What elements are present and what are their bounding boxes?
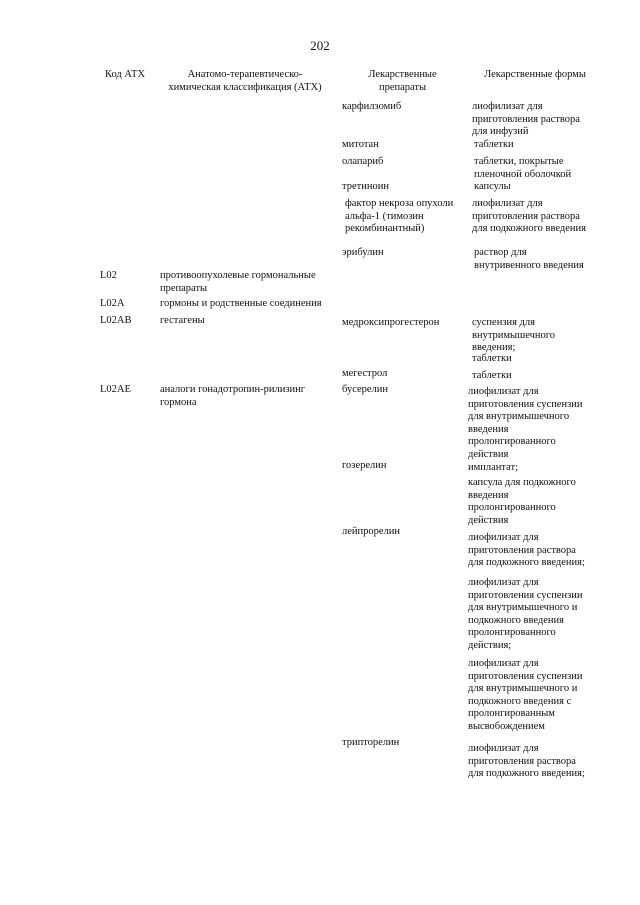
drug-name: олапариб	[342, 156, 384, 167]
dosage-form: таблетки	[472, 353, 512, 364]
dosage-form: лиофилизат для приготовления раствора для подкожного введения	[472, 198, 586, 234]
drug-name: митотан	[342, 139, 379, 150]
atc-code: L02AB	[100, 315, 132, 326]
page-number: 202	[310, 38, 330, 53]
atc-classification: гормоны и родственные соединения	[160, 298, 322, 309]
atc-code: L02	[100, 270, 117, 281]
drug-name: эрибулин	[342, 247, 384, 258]
dosage-form: капсулы	[474, 181, 511, 192]
dosage-form: лиофилизат для приготовления суспензии для внутримышечного и подкожного введения с пролонгированным высвобождением	[468, 658, 583, 732]
drug-name: бусерелин	[342, 384, 389, 395]
dosage-form: имплантат;	[468, 462, 519, 473]
atc-classification: аналоги гонадотропин-рилизинг гормона	[160, 384, 306, 408]
drug-name: карфилзомиб	[342, 101, 402, 112]
dosage-form: лиофилизат для приготовления суспензии для внутримышечного и подкожного введения пролонгированного действия;	[468, 577, 583, 651]
drug-name: фактор некроза опухоли альфа-1 (тимозин рекомбинантный)	[345, 198, 454, 234]
atc-code: L02AE	[100, 384, 131, 395]
atc-classification: противоопухолевые гормональные препараты	[160, 270, 316, 294]
dosage-form: лиофилизат для приготовления раствора для подкожного введения;	[468, 532, 585, 568]
drug-name: медроксипрогестерон	[342, 317, 440, 328]
header-code: Код АТХ	[104, 69, 146, 80]
dosage-form: таблетки	[474, 139, 514, 150]
dosage-form: таблетки	[472, 370, 512, 381]
dosage-form: лиофилизат для приготовления раствора для подкожного введения;	[468, 743, 585, 779]
dosage-form: лиофилизат для приготовления раствора для инфузий	[472, 101, 580, 137]
atc-code: L02A	[100, 298, 125, 309]
dosage-form: раствор для внутривенного введения	[474, 247, 584, 271]
drug-name: лейпрорелин	[342, 526, 401, 537]
dosage-form: таблетки, покрытые пленочной оболочкой	[474, 156, 572, 180]
drug-name: гозерелин	[342, 460, 387, 471]
dosage-form: капсула для подкожного введения пролонгированного действия	[468, 477, 576, 526]
dosage-form: суспензия для внутримышечного введения;	[472, 317, 556, 353]
header-drugs: Лекарственные препараты	[368, 69, 437, 93]
atc-classification: гестагены	[160, 315, 205, 326]
header-classification: Анатомо-терапевтическо- химическая классификация (АТХ)	[168, 69, 322, 93]
header-forms: Лекарственные формы	[484, 69, 586, 80]
drug-name: третиноин	[342, 181, 389, 192]
dosage-form: лиофилизат для приготовления суспензии для внутримышечного введения пролонгированного действия	[468, 386, 583, 460]
drug-name: мегестрол	[342, 368, 388, 379]
drug-name: трипторелин	[342, 737, 400, 748]
